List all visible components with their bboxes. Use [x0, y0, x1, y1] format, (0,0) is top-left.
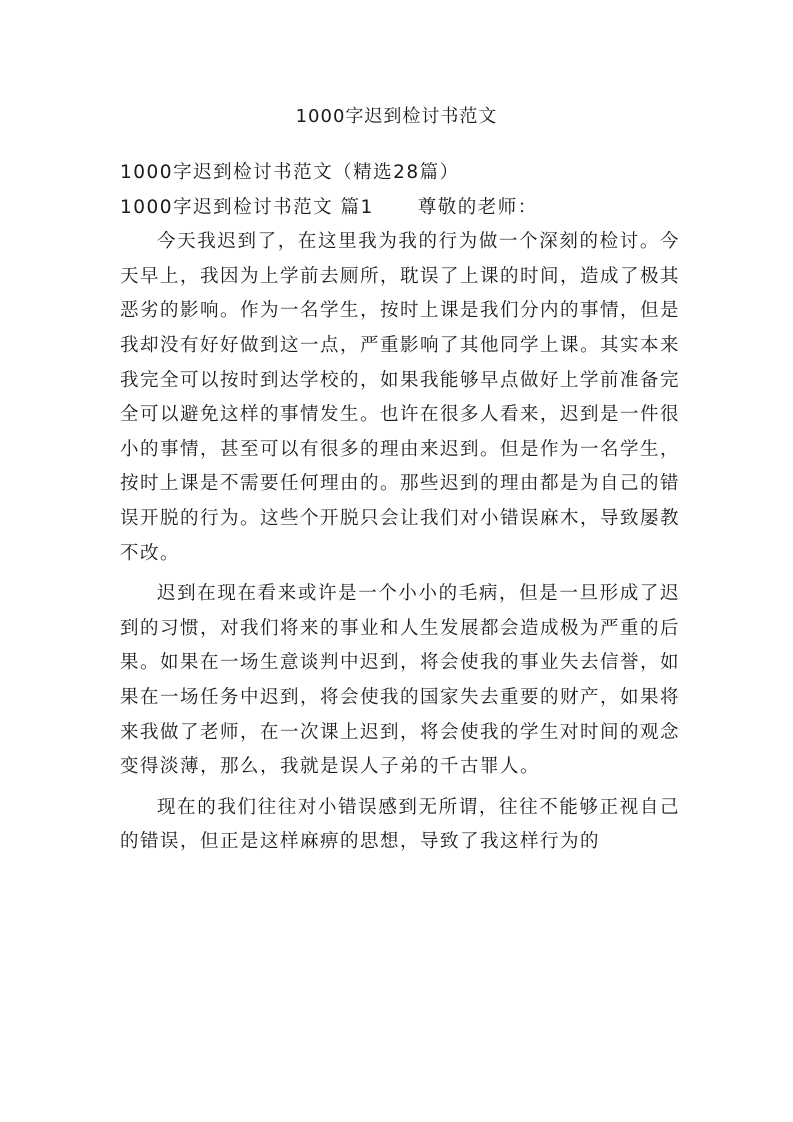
- document-title: 1000字迟到检讨书范文: [295, 106, 498, 127]
- body-paragraph: 迟到在现在看来或许是一个小小的毛病，但是一旦形成了迟到的习惯，对我们将来的事业和人生发展都会造成极为严重的后果。如果在一场生意谈判中迟到，将会使我的事业失去信誉，如果在一场任务中迟到，将会使我的国家失去重要的财产，如果将来我做了老师，在一次课上迟到，将会使我的学生对时间的观念变得淡薄，那么，我就是误人子弟的千古罪人。: [120, 583, 681, 778]
- document-subtitle: 1000字迟到检讨书范文（精选28篇）: [120, 162, 460, 183]
- body-paragraph: 现在的我们往往对小错误感到无所谓，往往不能够正视自己的错误，但正是这样麻痹的思想，导致了我这样行为的: [120, 796, 680, 853]
- body-paragraph: 今天我迟到了，在这里我为我的行为做一个深刻的检讨。今天早上，我因为上学前去厕所，耽误了上课的时间，造成了极其恶劣的影响。作为一名学生，按时上课是我们分内的事情，但是我却没有好好做到这一点，严重影响了其他同学上课。其实本来我完全可以按时到达学校的，如果我能够早点做好上学前准备完全可以避免这样的事情发生。也许在很多人看来，迟到是一件很小的事情，甚至可以有很多的理由来迟到。但是作为一名学生，按时上课是不需要任何理由的。那些迟到的理由都是为自己的错误开脱的行为。这些个开脱只会让我们对小错误麻木，导致屡教不改。: [120, 231, 681, 564]
- section-heading: 1000字迟到检讨书范文 篇1: [120, 196, 374, 218]
- section-heading-line: [120, 191, 680, 226]
- document-body: [120, 156, 680, 860]
- salutation: 尊敬的老师：: [417, 196, 538, 218]
